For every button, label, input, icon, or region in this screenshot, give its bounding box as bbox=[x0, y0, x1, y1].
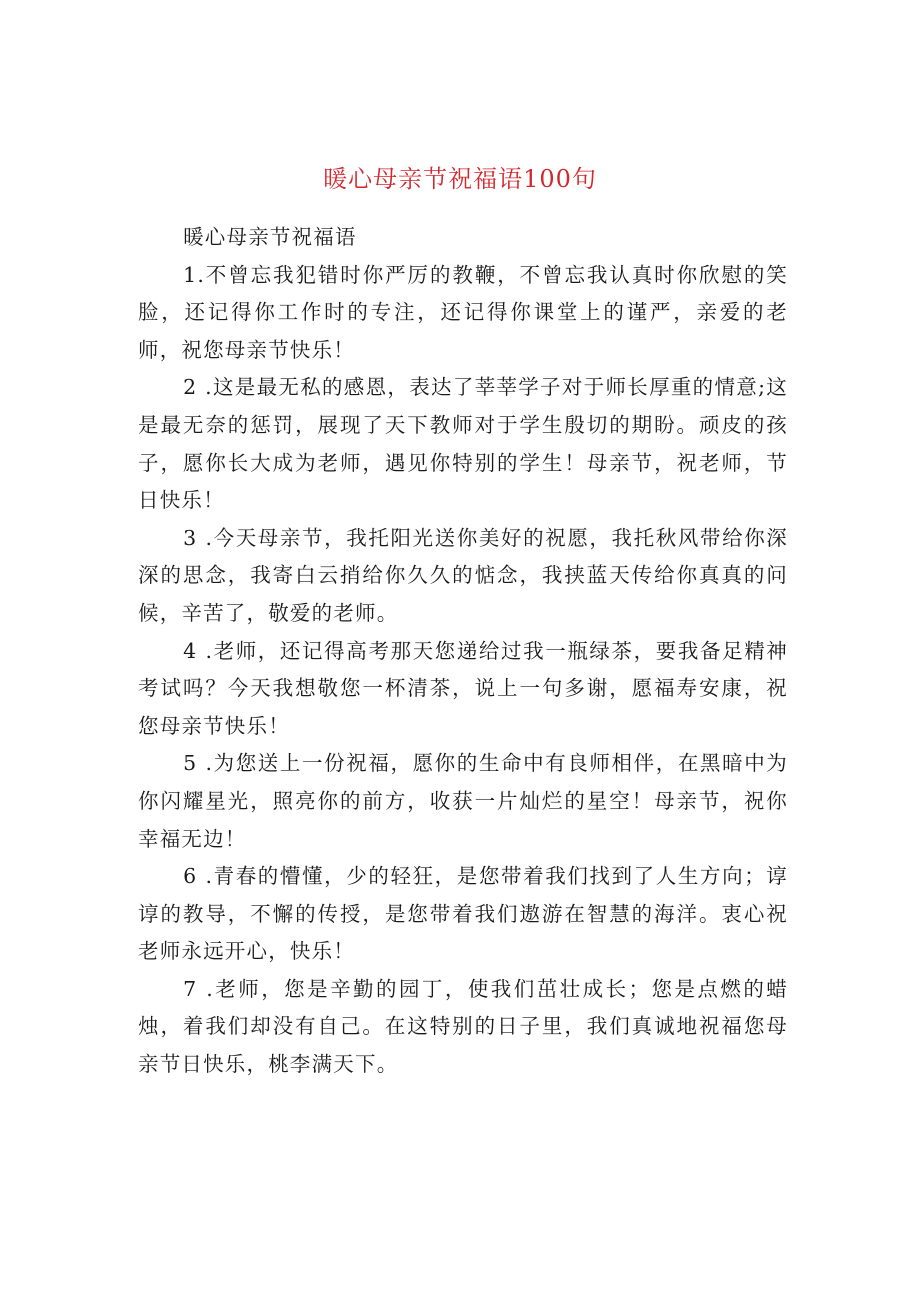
document-body bbox=[138, 219, 788, 1084]
paragraph-2: 2 .这是最无私的感恩，表达了莘莘学子对于师长厚重的情意;这是最无奈的惩罚，展现了天下教师对于学生殷切的期盼。顽皮的孩子，愿你长大成为老师，遇见你特别的学生！母亲节，祝老师，节日快乐！ bbox=[138, 375, 788, 513]
paragraph-7: 7 .老师，您是辛勤的园丁，使我们茁壮成长；您是点燃的蜡烛，着我们却没有自己。在这特别的日子里，我们真诚地祝福您母亲节日快乐，桃李满天下。 bbox=[138, 976, 788, 1077]
paragraph-1: 1.不曾忘我犯错时你严厉的教鞭，不曾忘我认真时你欣慰的笑脸，还记得你工作时的专注，还记得你课堂上的谨严，亲爱的老师，祝您母亲节快乐！ bbox=[138, 262, 788, 362]
paragraph-3: 3 .今天母亲节，我托阳光送你美好的祝愿，我托秋风带给你深深的思念，我寄白云捎给你久久的惦念，我挟蓝天传给你真真的问候，辛苦了，敬爱的老师。 bbox=[138, 525, 788, 625]
paragraph-4: 4 .老师，还记得高考那天您递给过我一瓶绿茶，要我备足精神考试吗？今天我想敬您一杯清茶，说上一句多谢，愿福寿安康，祝您母亲节快乐！ bbox=[138, 638, 788, 738]
section-heading: 暖心母亲节祝福语 bbox=[183, 225, 357, 249]
paragraph-6: 6 .青春的懵懂，少的轻狂，是您带着我们找到了人生方向；谆谆的教导，不懈的传授，是您带着我们遨游在智慧的海洋。衷心祝老师永远开心，快乐！ bbox=[138, 864, 788, 964]
page-title: 暖心母亲节祝福语100句 bbox=[323, 165, 597, 193]
paragraph-5: 5 .为您送上一份祝福，愿你的生命中有良师相伴，在黑暗中为你闪耀星光，照亮你的前方，收获一片灿烂的星空！母亲节，祝你幸福无边！ bbox=[138, 751, 788, 851]
